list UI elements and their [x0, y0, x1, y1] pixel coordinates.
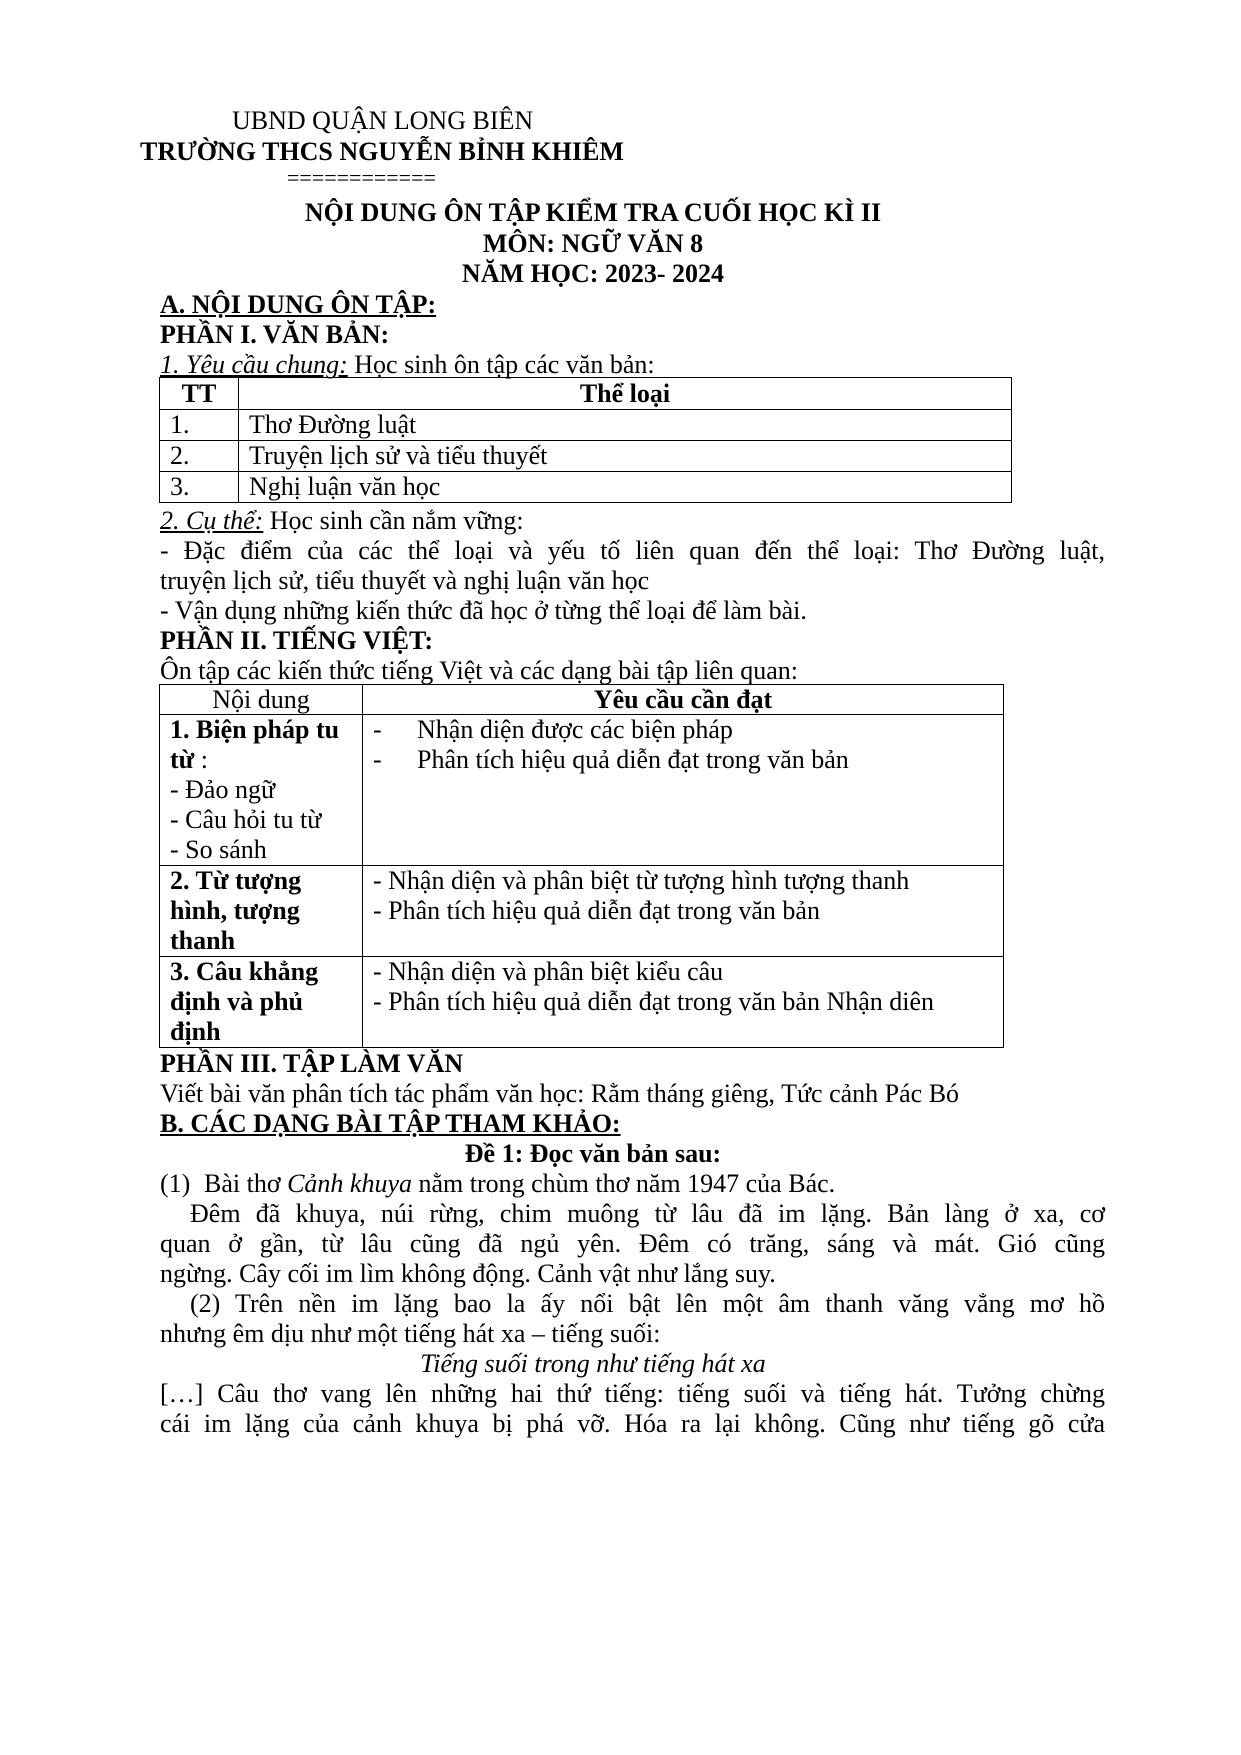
- content-title-cont: từ: [170, 745, 195, 774]
- table-row: [160, 441, 1012, 472]
- poem-title: Cảnh khuya: [287, 1169, 412, 1198]
- specific-requirement-text: Học sinh cần nắm vững:: [263, 506, 524, 535]
- list-item: [373, 715, 993, 745]
- list-item: - So sánh: [170, 835, 267, 864]
- table-header-row: [160, 685, 1004, 715]
- content-cell: [160, 866, 363, 957]
- paragraph-3-line: nhưng êm dịu như một tiếng hát xa – tiếng suối:: [160, 1319, 661, 1348]
- bullet-apply-knowledge: - Vận dụng những kiến thức đã học ở từng thể loại để làm bài.: [160, 596, 807, 625]
- requirement-text: Nhận diện được các biện pháp: [417, 715, 733, 744]
- row-number: 2.: [160, 441, 239, 472]
- list-item: - Đảo ngữ: [170, 775, 276, 804]
- list-item: [373, 745, 993, 775]
- specific-requirement-label: 2. Cụ thể:: [160, 506, 264, 535]
- table-row: [160, 472, 1012, 503]
- table-row: [160, 866, 1004, 957]
- exam-title: Đề 1: Đọc văn bản sau:: [464, 1139, 722, 1168]
- requirement-cell: [363, 866, 1004, 957]
- part3-heading: PHẦN III. TẬP LÀM VĂN: [160, 1049, 464, 1078]
- paragraph-2-line: ngừng. Cây cối im lìm không động. Cảnh vật như lắng suy.: [160, 1259, 776, 1288]
- requirement-text: - Phân tích hiệu quả diễn đạt trong văn bản Nhận diên: [373, 987, 935, 1016]
- content-title: 2. Từ tượng: [170, 866, 302, 895]
- header-separator: ============: [287, 165, 436, 190]
- requirement-text: - Nhận diện và phân biệt từ tượng hình tượng thanh: [373, 866, 910, 895]
- table-row: [160, 715, 1004, 866]
- district-name: UBND QUẬN LONG BIÊN: [232, 106, 534, 135]
- part2-heading: PHẦN II. TIẾNG VIỆT:: [160, 626, 434, 655]
- school-name: TRƯỜNG THCS NGUYỄN BỈNH KHIÊM: [140, 137, 624, 166]
- bullet-dash: -: [373, 745, 382, 774]
- content-title: định và phủ: [170, 987, 303, 1016]
- section-b-heading: B. CÁC DẠNG BÀI TẬP THAM KHẢO:: [160, 1109, 621, 1138]
- requirement-text: - Phân tích hiệu quả diễn đạt trong văn bản: [373, 896, 820, 925]
- row-number: 3.: [160, 472, 239, 503]
- requirement-text: - Nhận diện và phân biệt kiểu câu: [373, 957, 724, 986]
- genre-name: Nghị luận văn học: [239, 472, 1012, 503]
- genre-name: Thơ Đường luật: [239, 410, 1012, 441]
- general-requirement-label: 1. Yêu cầu chung:: [160, 350, 348, 379]
- general-requirement-text: Học sinh ôn tập các văn bản:: [347, 350, 655, 379]
- subject-title: MÔN: NGỮ VĂN 8: [482, 229, 704, 258]
- list-item: - Câu hỏi tu từ: [170, 805, 322, 834]
- content-title: hình, tượng: [170, 896, 300, 925]
- paragraph-text: nằm trong chùm thơ năm 1947 của Bác.: [412, 1169, 836, 1198]
- column-header-genre: Thể loại: [239, 378, 1012, 410]
- requirement-text: Phân tích hiệu quả diễn đạt trong văn bản: [417, 745, 849, 774]
- content-title: thanh: [170, 926, 236, 955]
- paragraph-number: (1): [160, 1169, 191, 1198]
- content-title: định: [170, 1017, 221, 1046]
- bullet-genre-features-cont: truyện lịch sử, tiểu thuyết và nghị luận văn học: [160, 566, 650, 595]
- section-a-heading: A. NỘI DUNG ÔN TẬP:: [160, 290, 437, 319]
- requirement-cell: [363, 715, 1004, 866]
- genre-table: [159, 377, 1012, 503]
- bullet-dash: -: [373, 715, 382, 744]
- paragraph-3-line: (2) Trên nền im lặng bao la ấy nổi bật lên một âm thanh văng vẳng mơ hồ: [190, 1289, 1105, 1318]
- school-year: NĂM HỌC: 2023- 2024: [461, 259, 725, 288]
- paragraph-1: [160, 1168, 835, 1200]
- document-title: NỘI DUNG ÔN TẬP KIỂM TRA CUỐI HỌC KÌ II: [304, 198, 882, 227]
- column-header-tt: TT: [160, 378, 239, 410]
- part3-text: Viết bài văn phân tích tác phẩm văn học: Rằm tháng giêng, Tức cảnh Pác Bó: [160, 1079, 960, 1108]
- part1-heading: PHẦN I. VĂN BẢN:: [160, 320, 390, 349]
- specific-requirement: [160, 505, 524, 537]
- table-header-row: [160, 378, 1012, 410]
- content-title: 1. Biện pháp tu: [170, 715, 340, 744]
- paragraph-2-line: Đêm đã khuya, núi rừng, chim muông từ lâu đã im lặng. Bản làng ở xa, cơ: [190, 1199, 1105, 1228]
- vietnamese-table: [159, 684, 1004, 1048]
- requirement-cell: [363, 957, 1004, 1048]
- genre-name: Truyện lịch sử và tiểu thuyết: [239, 441, 1012, 472]
- column-header-requirement: Yêu cầu cần đạt: [363, 685, 1004, 715]
- bullet-genre-features: - Đặc điểm của các thể loại và yếu tố liên quan đến thể loại: Thơ Đường luật,: [160, 536, 1105, 565]
- row-number: 1.: [160, 410, 239, 441]
- content-title-colon: :: [194, 745, 208, 774]
- paragraph-text: Bài thơ: [204, 1169, 288, 1198]
- paragraph-4-line: […] Câu thơ vang lên những hai thứ tiếng: tiếng suối và tiếng hát. Tưởng chừng: [160, 1379, 1105, 1408]
- paragraph-4-line: cái im lặng của cảnh khuya bị phá vỡ. Hóa ra lại không. Cũng như tiếng gõ cửa: [160, 1409, 1105, 1438]
- part2-intro: Ôn tập các kiến thức tiếng Việt và các dạng bài tập liên quan:: [160, 656, 798, 685]
- content-title: 3. Câu khẳng: [170, 957, 319, 986]
- table-row: [160, 410, 1012, 441]
- paragraph-2-line: quan ở gần, từ lâu cũng đã ngủ yên. Đêm có trăng, sáng và mát. Gió cũng: [160, 1229, 1105, 1258]
- table-row: [160, 957, 1004, 1048]
- content-cell: [160, 715, 363, 866]
- poem-quote: Tiếng suối trong như tiếng hát xa: [420, 1349, 766, 1378]
- column-header-content: Nội dung: [160, 685, 363, 715]
- content-cell: [160, 957, 363, 1048]
